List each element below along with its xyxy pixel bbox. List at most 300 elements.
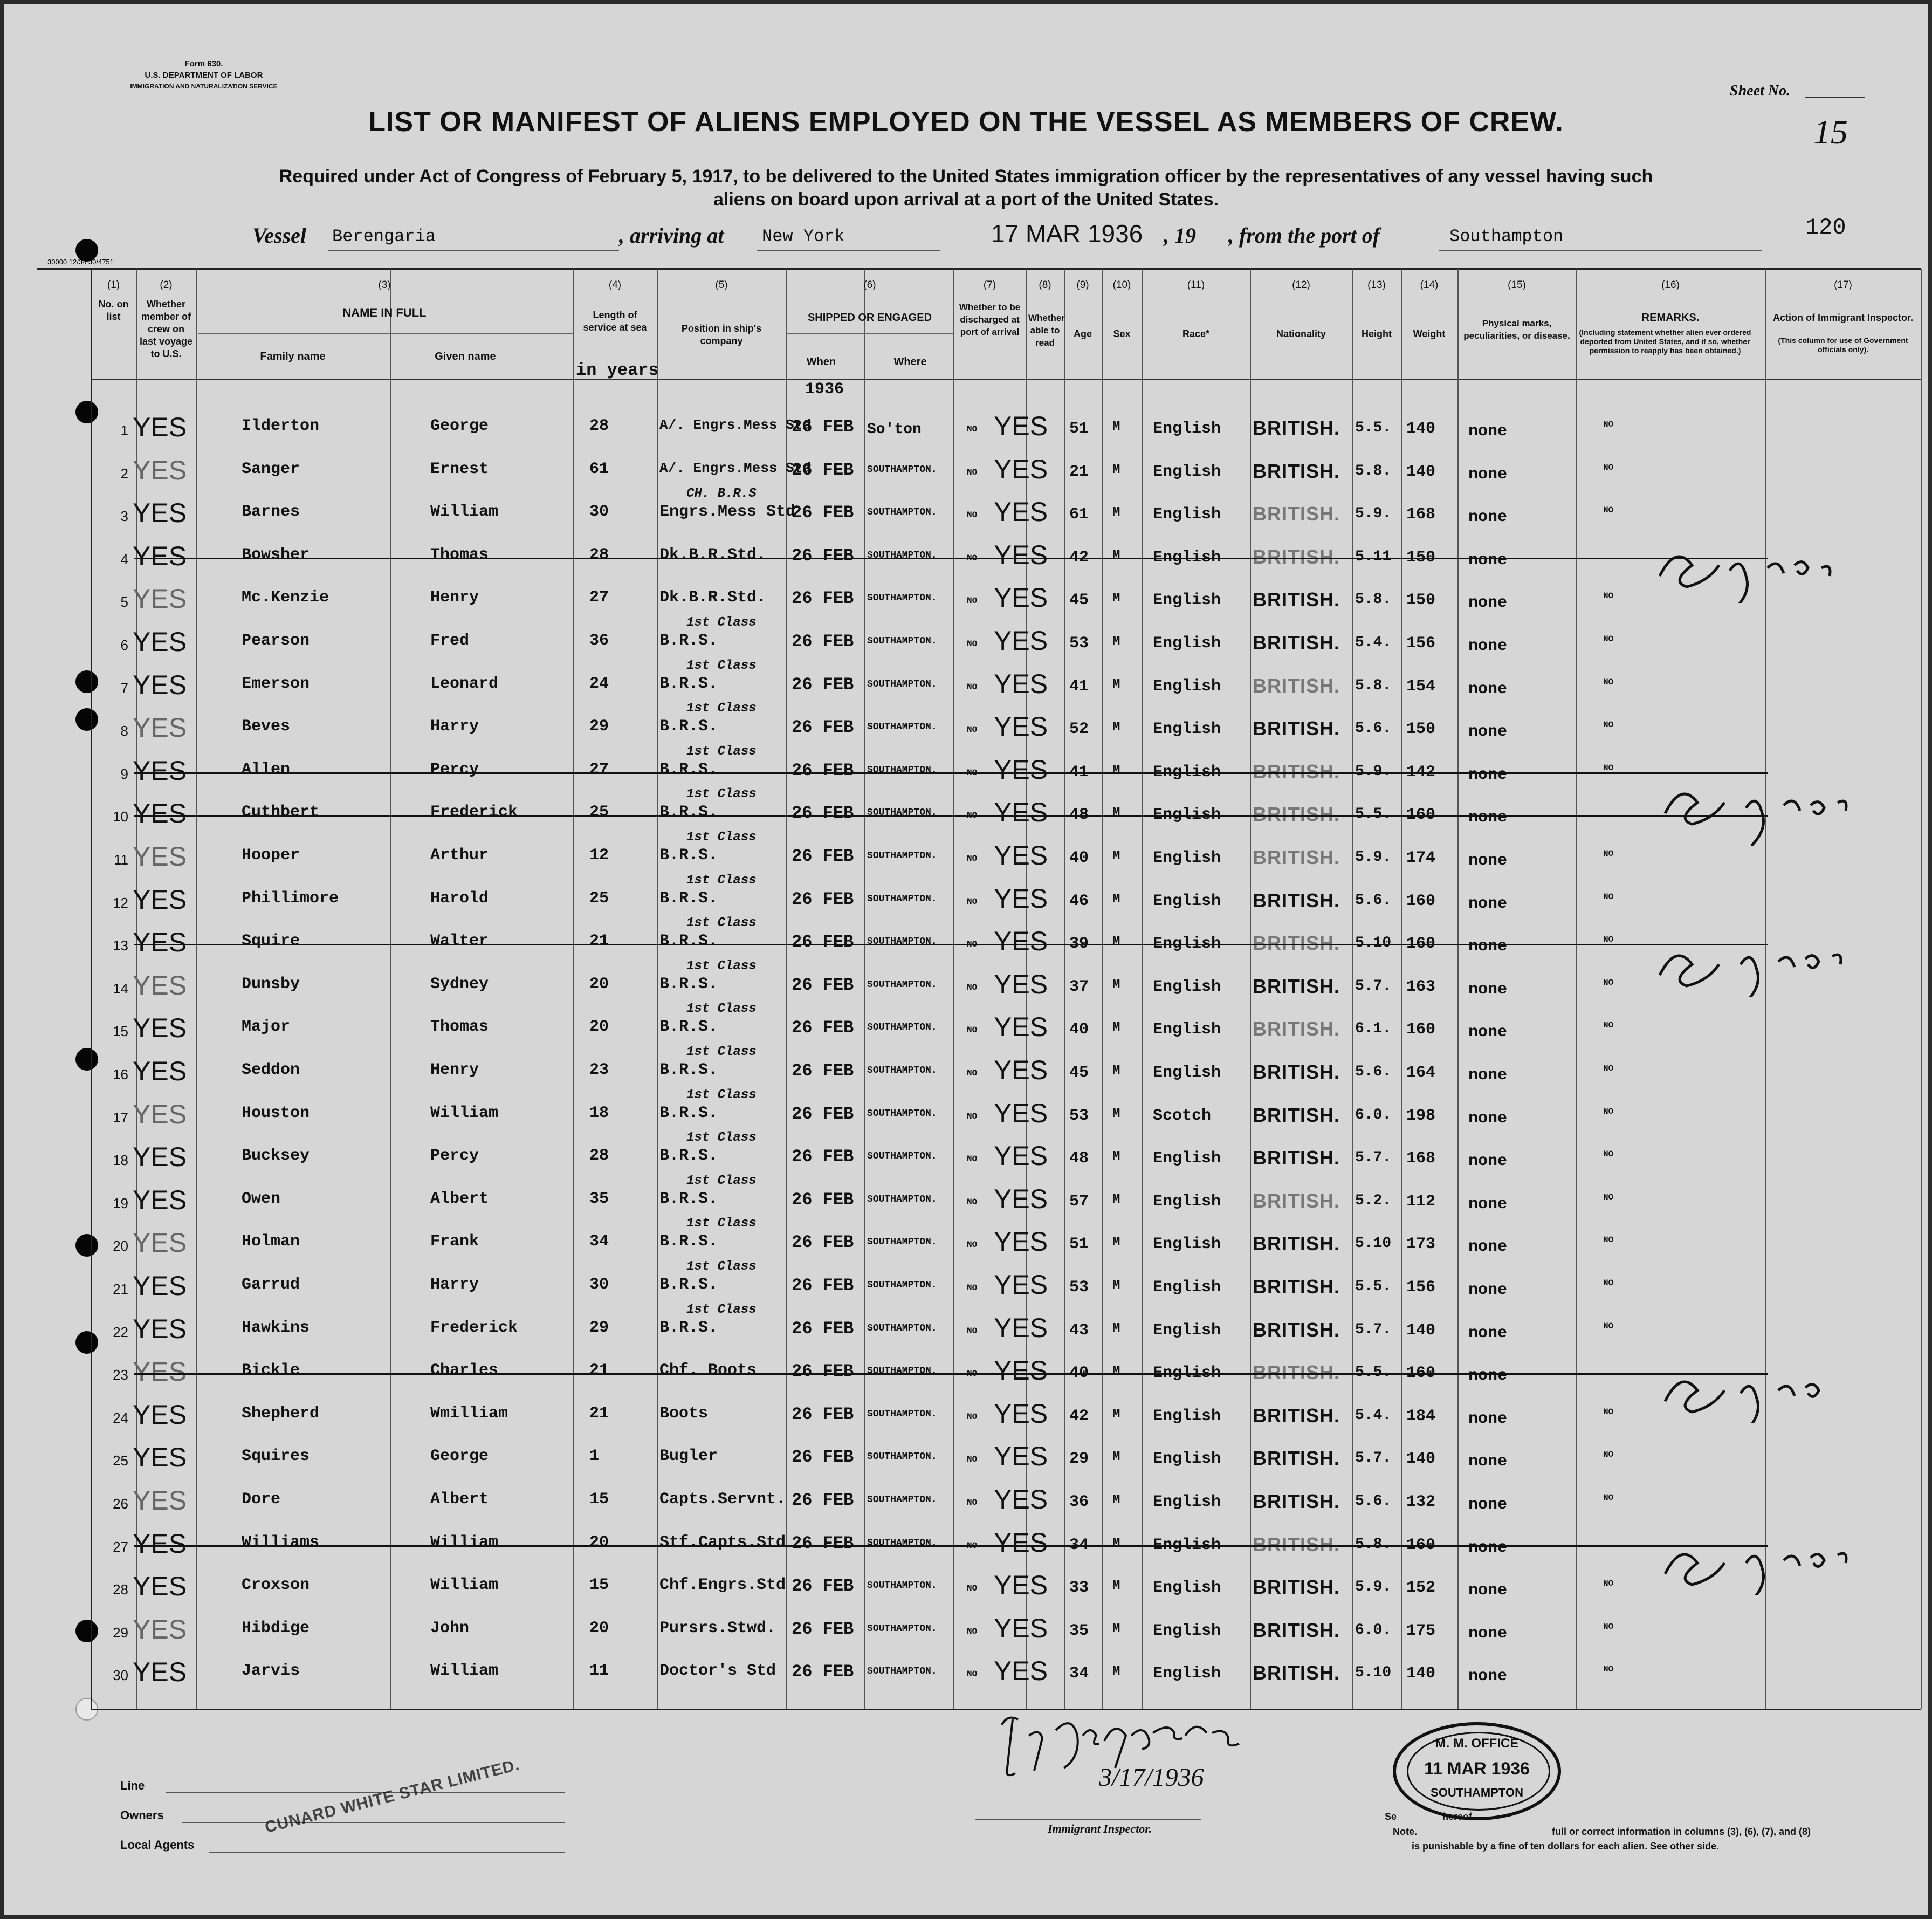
race: English xyxy=(1153,892,1221,910)
column-number: (3) xyxy=(378,279,391,291)
shipped-when: 26 FEB xyxy=(792,1232,854,1252)
row-number: 26 xyxy=(113,1496,128,1512)
remarks: NO xyxy=(1603,1664,1614,1674)
height: 5.5. xyxy=(1355,1364,1392,1381)
race: English xyxy=(1153,720,1221,738)
shipped-where: SOUTHAMPTON. xyxy=(867,1366,937,1376)
shipped-when: 26 FEB xyxy=(792,1319,854,1339)
note-line-2: is punishable by a fine of ten dollars for each alien. See other side. xyxy=(1412,1841,1720,1852)
sex: M xyxy=(1112,1235,1120,1250)
remarks: NO xyxy=(1603,1149,1614,1159)
height: 6.0. xyxy=(1355,1107,1392,1123)
discharge-flag: NO xyxy=(967,1154,978,1164)
position: Capts.Servnt. xyxy=(659,1490,786,1509)
family-name: Ilderton xyxy=(242,417,320,435)
column-header: No. on list xyxy=(98,299,129,322)
service-years: 25 xyxy=(589,889,609,908)
height: 5.5. xyxy=(1355,806,1392,823)
age: 37 xyxy=(1069,978,1089,996)
weight: 173 xyxy=(1406,1235,1436,1253)
nationality: BRITISH. xyxy=(1253,932,1340,954)
nationality: BRITISH. xyxy=(1253,546,1340,568)
service: IMMIGRATION AND NATURALIZATION SERVICE xyxy=(130,83,278,90)
race: English xyxy=(1153,1235,1221,1253)
able-to-read: YES xyxy=(994,540,1048,570)
weight: 160 xyxy=(1406,1364,1436,1382)
company-stamp: CUNARD WHITE STAR LIMITED. xyxy=(263,1756,521,1837)
age: 41 xyxy=(1069,763,1089,782)
discharge-flag: NO xyxy=(967,1369,978,1379)
age: 39 xyxy=(1069,935,1089,953)
inspector-underline xyxy=(975,1819,1201,1820)
column-number: (9) xyxy=(1076,279,1089,291)
last-voyage-yes: YES xyxy=(133,1614,187,1644)
footnote-pre: Se hereof. xyxy=(1385,1811,1475,1822)
position: Pursrs.Stwd. xyxy=(659,1619,776,1637)
nationality: BRITISH. xyxy=(1253,1319,1340,1341)
shipped-subheader-line xyxy=(786,333,953,334)
race: English xyxy=(1153,1364,1221,1382)
physical-marks: none xyxy=(1468,1195,1508,1214)
height: 5.9. xyxy=(1355,1579,1392,1595)
service-years-unit: in years xyxy=(576,360,659,380)
inspector-initials-row23 xyxy=(1654,1363,1897,1423)
age: 53 xyxy=(1069,1278,1089,1297)
given-name: William xyxy=(430,1104,499,1122)
shipped-where: So'ton xyxy=(867,421,922,438)
sex: M xyxy=(1112,1450,1120,1464)
service-years: 30 xyxy=(589,503,609,521)
column-header: SHIPPED OR ENGAGED xyxy=(807,312,932,324)
physical-marks: none xyxy=(1468,1625,1508,1643)
age: 43 xyxy=(1069,1321,1089,1340)
column-number: (13) xyxy=(1367,279,1386,291)
height: 5.9. xyxy=(1355,505,1392,522)
row-number: 20 xyxy=(113,1238,128,1254)
nationality: BRITISH. xyxy=(1253,1619,1340,1641)
shipped-when: 26 FEB xyxy=(792,1533,854,1553)
family-name: Hawkins xyxy=(242,1319,310,1337)
last-voyage-yes: YES xyxy=(133,927,187,957)
column-divider xyxy=(1250,269,1251,1709)
race: English xyxy=(1153,1664,1221,1683)
discharge-flag: NO xyxy=(967,1112,978,1121)
punch-hole xyxy=(75,1234,98,1257)
strike-through-line xyxy=(134,1545,1768,1547)
position: Bugler xyxy=(659,1447,718,1465)
position: B.R.S. xyxy=(659,1104,718,1122)
given-name: Leonard xyxy=(430,675,499,693)
weight: 184 xyxy=(1406,1407,1436,1425)
service-years: 27 xyxy=(589,760,609,779)
column-divider xyxy=(1921,269,1922,1709)
shipped-when: 26 FEB xyxy=(792,1190,854,1210)
weight: 160 xyxy=(1406,892,1436,910)
family-name: Pearson xyxy=(242,632,310,650)
discharge-flag: NO xyxy=(967,940,978,949)
position-class: 1st Class xyxy=(686,830,757,845)
able-to-read: YES xyxy=(994,1527,1048,1558)
sex: M xyxy=(1112,720,1120,735)
able-to-read: YES xyxy=(994,711,1048,742)
shipped-when: 26 FEB xyxy=(792,1447,854,1467)
able-to-read: YES xyxy=(994,1012,1048,1042)
sex: M xyxy=(1112,849,1120,863)
age: 48 xyxy=(1069,806,1089,824)
shipped-where: SOUTHAMPTON. xyxy=(867,593,937,604)
column-divider xyxy=(1064,269,1065,1709)
service-years: 28 xyxy=(589,546,609,564)
discharge-flag: NO xyxy=(967,1412,978,1422)
discharge-flag: NO xyxy=(967,811,978,820)
row-number: 18 xyxy=(113,1152,128,1168)
age: 61 xyxy=(1069,505,1089,524)
able-to-read: YES xyxy=(994,582,1048,613)
service-years: 20 xyxy=(589,1619,609,1637)
position-class: 1st Class xyxy=(686,959,757,974)
row-number: 3 xyxy=(120,508,128,524)
column-divider xyxy=(953,269,954,1709)
remarks: NO xyxy=(1603,1064,1614,1073)
punch-hole xyxy=(75,670,98,693)
age: 21 xyxy=(1069,463,1089,481)
strike-through-line xyxy=(134,815,1768,817)
from-port: Southampton xyxy=(1449,227,1564,246)
weight: 140 xyxy=(1406,463,1436,481)
physical-marks: none xyxy=(1468,1667,1508,1685)
last-voyage-yes: YES xyxy=(133,970,187,1000)
able-to-read: YES xyxy=(994,1313,1048,1343)
service-years: 12 xyxy=(589,846,609,865)
able-to-read: YES xyxy=(994,1613,1048,1643)
shipped-when: 26 FEB xyxy=(792,546,854,566)
nationality: BRITISH. xyxy=(1253,1404,1340,1427)
weight: 154 xyxy=(1406,677,1436,696)
discharge-flag: NO xyxy=(967,1627,978,1636)
from-port-label: , from the port of xyxy=(1228,223,1380,248)
service-years: 29 xyxy=(589,717,609,736)
stamp-date: 11 MAR 1936 xyxy=(1424,1759,1530,1778)
race: English xyxy=(1153,1064,1221,1082)
service-years: 34 xyxy=(589,1232,609,1251)
local-agents-label: Local Agents xyxy=(120,1838,195,1852)
height: 5.4. xyxy=(1355,1407,1392,1424)
given-name: Charles xyxy=(430,1361,499,1380)
stamp-top-text: M. M. OFFICE xyxy=(1435,1736,1519,1751)
column-header: Nationality xyxy=(1276,328,1326,339)
position-class: CH. B.R.S xyxy=(686,486,757,501)
mm-office-stamp xyxy=(1393,1722,1561,1820)
race: English xyxy=(1153,1407,1221,1425)
height: 5.9. xyxy=(1355,763,1392,780)
column-divider xyxy=(1102,269,1103,1709)
family-name: Barnes xyxy=(242,503,300,521)
remarks: NO xyxy=(1603,1020,1614,1030)
row-number: 6 xyxy=(120,637,128,653)
age: 33 xyxy=(1069,1579,1089,1597)
able-to-read: YES xyxy=(994,1355,1048,1386)
service-years: 35 xyxy=(589,1190,609,1208)
shipped-where: SOUTHAMPTON. xyxy=(867,765,937,776)
discharge-flag: NO xyxy=(967,1197,978,1207)
shipped-where: SOUTHAMPTON. xyxy=(867,1580,937,1591)
shipped-when: 26 FEB xyxy=(792,1104,854,1124)
row-number: 9 xyxy=(120,766,128,782)
able-to-read: YES xyxy=(994,755,1048,785)
position-class: 1st Class xyxy=(686,701,757,716)
position-class: 1st Class xyxy=(686,1216,757,1231)
given-name: Percy xyxy=(430,760,479,779)
column-divider xyxy=(196,269,197,1709)
last-voyage-yes: YES xyxy=(133,1185,187,1215)
race: English xyxy=(1153,505,1221,524)
position-class: 1st Class xyxy=(686,615,757,630)
row-number: 24 xyxy=(113,1410,128,1426)
race: English xyxy=(1153,463,1221,481)
shipped-where: SOUTHAMPTON. xyxy=(867,1495,937,1505)
age: 41 xyxy=(1069,677,1089,696)
physical-marks: none xyxy=(1468,465,1508,484)
sex: M xyxy=(1112,1536,1120,1551)
able-to-read: YES xyxy=(994,797,1048,827)
shipped-where: SOUTHAMPTON. xyxy=(867,1108,937,1119)
nationality: BRITISH. xyxy=(1253,1576,1340,1598)
name-subheader-line xyxy=(198,333,573,334)
remarks: NO xyxy=(1603,892,1614,902)
remarks: NO xyxy=(1603,1107,1614,1116)
position-class: 1st Class xyxy=(686,1045,757,1059)
shipped-where: SOUTHAMPTON. xyxy=(867,507,937,518)
family-name: Squires xyxy=(242,1447,310,1465)
column-header: Whether member of crew on last voyage to U.S. xyxy=(139,299,193,359)
row-number: 21 xyxy=(113,1281,128,1297)
family-name-header: Family name xyxy=(260,351,326,362)
column-number: (2) xyxy=(160,279,173,291)
sex: M xyxy=(1112,763,1120,778)
race: English xyxy=(1153,1493,1221,1511)
when-header: When xyxy=(806,356,836,368)
last-voyage-yes: YES xyxy=(133,541,187,571)
position: Boots xyxy=(659,1404,709,1423)
given-name: Percy xyxy=(430,1147,479,1165)
shipped-where: SOUTHAMPTON. xyxy=(867,722,937,732)
column-number: (14) xyxy=(1420,279,1439,291)
given-name: Wmilliam xyxy=(430,1404,508,1423)
age: 42 xyxy=(1069,1407,1089,1425)
age: 51 xyxy=(1069,1235,1089,1253)
age: 40 xyxy=(1069,1364,1089,1382)
last-voyage-yes: YES xyxy=(133,627,187,657)
able-to-read: YES xyxy=(994,669,1048,699)
age: 53 xyxy=(1069,634,1089,653)
height: 5.6. xyxy=(1355,720,1392,737)
column-header: REMARKS. xyxy=(1641,312,1700,324)
position: B.R.S. xyxy=(659,1018,718,1036)
last-voyage-yes: YES xyxy=(133,670,187,700)
age: 40 xyxy=(1069,1020,1089,1039)
department: U.S. DEPARTMENT OF LABOR xyxy=(145,71,263,80)
last-voyage-yes: YES xyxy=(133,584,187,614)
arriving-port: New York xyxy=(762,227,845,246)
header-bottom-border xyxy=(91,379,1921,380)
sex: M xyxy=(1112,420,1120,434)
position-class: 1st Class xyxy=(686,659,757,673)
weight: 163 xyxy=(1406,978,1436,996)
last-voyage-yes: YES xyxy=(133,1013,187,1043)
shipped-when: 26 FEB xyxy=(792,1061,854,1081)
discharge-flag: NO xyxy=(967,468,978,477)
vessel-label: Vessel xyxy=(252,223,306,248)
service-years: 20 xyxy=(589,1533,609,1552)
row-number: 4 xyxy=(120,551,128,567)
nationality: BRITISH. xyxy=(1253,975,1340,997)
able-to-read: YES xyxy=(994,969,1048,999)
position-class: 1st Class xyxy=(686,1259,757,1274)
nationality: BRITISH. xyxy=(1253,1662,1340,1684)
race: English xyxy=(1153,1450,1221,1468)
shipped-when: 26 FEB xyxy=(792,1404,854,1424)
print-code: 30000 12/34 30/4751 xyxy=(47,258,114,266)
shipped-when: 26 FEB xyxy=(792,460,854,480)
height: 5.5. xyxy=(1355,420,1392,436)
given-name: George xyxy=(430,417,489,435)
punch-hole xyxy=(75,1331,98,1354)
remarks: NO xyxy=(1603,1579,1614,1588)
column-divider xyxy=(91,269,92,1709)
height: 5.6. xyxy=(1355,1064,1392,1080)
age: 45 xyxy=(1069,1064,1089,1082)
last-voyage-yes: YES xyxy=(133,1485,187,1516)
column-number: (6) xyxy=(863,279,876,291)
race: English xyxy=(1153,1192,1221,1211)
position: B.R.S. xyxy=(659,717,718,736)
age: 51 xyxy=(1069,420,1089,438)
nationality: BRITISH. xyxy=(1253,760,1340,783)
shipped-when: 26 FEB xyxy=(792,1018,854,1038)
column-number: (5) xyxy=(715,279,728,291)
row-number: 23 xyxy=(113,1367,128,1383)
column-number: (4) xyxy=(608,279,622,291)
shipped-where: SOUTHAMPTON. xyxy=(867,1409,937,1420)
remarks: NO xyxy=(1603,1235,1614,1245)
given-name: William xyxy=(430,1533,499,1552)
service-years: 21 xyxy=(589,932,609,950)
service-years: 28 xyxy=(589,1147,609,1165)
sex: M xyxy=(1112,892,1120,907)
column-header: Weight xyxy=(1413,328,1446,339)
weight: 168 xyxy=(1406,1149,1436,1168)
race: English xyxy=(1153,634,1221,653)
position: B.R.S. xyxy=(659,846,718,865)
column-divider xyxy=(1352,269,1353,1709)
shipped-where: SOUTHAMPTON. xyxy=(867,1194,937,1205)
able-to-read: YES xyxy=(994,883,1048,914)
given-name: John xyxy=(430,1619,470,1637)
service-years: 27 xyxy=(589,588,609,607)
position-class: 1st Class xyxy=(686,1303,757,1317)
arrival-date-stamp: 17 MAR 1936 xyxy=(991,220,1143,248)
nationality: BRITISH. xyxy=(1253,717,1340,739)
last-voyage-yes: YES xyxy=(133,841,187,872)
nationality: BRITISH. xyxy=(1253,1232,1340,1255)
position: A/. Engrs.Mess Std xyxy=(659,460,811,476)
shipped-when: 26 FEB xyxy=(792,1576,854,1596)
nationality: BRITISH. xyxy=(1253,1190,1340,1212)
weight: 174 xyxy=(1406,849,1436,867)
shipped-where: SOUTHAMPTON. xyxy=(867,1237,937,1248)
age: 45 xyxy=(1069,591,1089,609)
height: 5.10 xyxy=(1355,1235,1392,1252)
physical-marks: none xyxy=(1468,852,1508,870)
column-header: Length of service at sea xyxy=(583,310,647,333)
punch-hole xyxy=(75,1048,98,1071)
shipped-where: SOUTHAMPTON. xyxy=(867,550,937,561)
race: English xyxy=(1153,677,1221,696)
weight: 152 xyxy=(1406,1579,1436,1597)
race: English xyxy=(1153,763,1221,782)
manifest-sheet xyxy=(4,4,1928,1915)
column-divider xyxy=(390,269,391,1709)
given-name: Henry xyxy=(430,1061,479,1079)
row-number: 19 xyxy=(113,1195,128,1211)
last-voyage-yes: YES xyxy=(133,1400,187,1430)
nationality: BRITISH. xyxy=(1253,846,1340,868)
physical-marks: none xyxy=(1468,1452,1508,1471)
weight: 198 xyxy=(1406,1107,1436,1125)
last-voyage-yes: YES xyxy=(133,885,187,915)
given-name: Albert xyxy=(430,1190,489,1208)
year-label: , 19 xyxy=(1164,223,1196,248)
family-name: Bickle xyxy=(242,1361,300,1380)
position: B.R.S. xyxy=(659,1147,718,1165)
column-number: (10) xyxy=(1112,279,1131,291)
row-number: 27 xyxy=(113,1539,128,1555)
weight: 150 xyxy=(1406,591,1436,609)
signature-date: 3/17/1936 xyxy=(1099,1763,1204,1792)
position-class: 1st Class xyxy=(686,1088,757,1102)
weight: 160 xyxy=(1406,1536,1436,1554)
inspector-note: (This column for use of Government officials only). xyxy=(1778,336,1908,354)
nationality: BRITISH. xyxy=(1253,1490,1340,1512)
arriving-label: , arriving at xyxy=(619,223,724,248)
position: B.R.S. xyxy=(659,760,718,779)
sex: M xyxy=(1112,1064,1120,1078)
last-voyage-yes: YES xyxy=(133,1657,187,1687)
subtitle-1: Required under Act of Congress of February 5, 1917, to be delivered to the United States immigration officer by the representatives of any vessel having such xyxy=(279,166,1653,187)
age: 36 xyxy=(1069,1493,1089,1511)
physical-marks: none xyxy=(1468,1410,1508,1428)
race: English xyxy=(1153,1321,1221,1340)
able-to-read: YES xyxy=(994,1226,1048,1257)
age: 48 xyxy=(1069,1149,1089,1168)
shipped-when: 26 FEB xyxy=(792,1276,854,1296)
discharge-flag: NO xyxy=(967,1669,978,1679)
physical-marks: none xyxy=(1468,1109,1508,1128)
height: 5.7. xyxy=(1355,978,1392,995)
service-years: 1 xyxy=(589,1447,600,1465)
punch-hole xyxy=(75,708,98,731)
shipped-when: 26 FEB xyxy=(792,632,854,652)
sex: M xyxy=(1112,1622,1120,1636)
row-number: 1 xyxy=(120,422,128,438)
sex: M xyxy=(1112,634,1120,649)
owners-label: Owners xyxy=(120,1808,164,1822)
position: B.R.S. xyxy=(659,1319,718,1337)
form-number: Form 630. xyxy=(184,59,223,68)
height: 6.1. xyxy=(1355,1020,1392,1037)
last-voyage-yes: YES xyxy=(133,1142,187,1172)
service-years: 20 xyxy=(589,1018,609,1036)
